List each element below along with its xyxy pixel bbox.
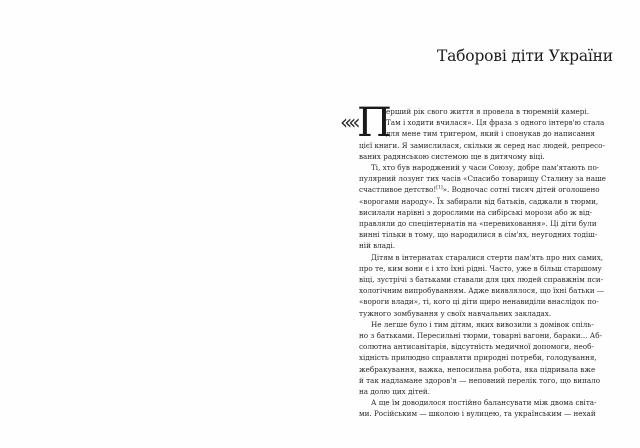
text-line: Ті, хто був народжений у часи Союзу, добре пам'ятають по- (371, 163, 600, 173)
text-line: ерший рік свого життя я провела в тюремній камері. (386, 107, 589, 116)
paragraph-2 (359, 162, 606, 252)
text-line: тужного зомбування у своїх навчальних закладах. (359, 308, 552, 318)
text-line: Не легше було і тим дітям, яких вивозили з домівок спіль- (371, 319, 594, 329)
text-line: для мене тим тригером, який і спонукав до написання (386, 129, 595, 139)
text-segment: счастливое детство! (359, 185, 437, 195)
chapter-body (357, 100, 606, 420)
text-line-with-footnote (359, 184, 600, 195)
text-line: хологічним випробуванням. Адже виявлялося, що їхні батьки — (359, 286, 605, 296)
text-line: «ворогами народу». Їх забирали від батьків, саджали в тюрми, (359, 196, 599, 206)
text-line: винні тільки в тому, що народилися в сім'ях, неугодних тодіш- (359, 230, 598, 240)
text-line: «вороги влади», ті, кого ці діти щиро ненавиділи внаслідок по- (359, 297, 599, 307)
paragraph-3 (359, 252, 605, 319)
drop-cap: П (357, 100, 392, 146)
text-line: жебракування, важка, непосильна робота, яка підривала вже (359, 364, 596, 374)
text-line: висилали нарівні з дорослими на сибірські морози або ж від- (359, 207, 593, 217)
paragraph-4 (359, 319, 602, 397)
text-line: правляли до спецінтернатів на «перевиховання». Ці діти були (359, 219, 597, 229)
text-line: пулярний лозунг тих часів «Спасибо товарищу Сталину за наше (359, 174, 606, 184)
text-line: Там і ходити вчилася». Ця фраза з одного інтерв'ю стала (386, 118, 605, 128)
text-line: солютна антисанітарія, відсутність медичної допомоги, необ- (359, 342, 594, 352)
text-line: й так надламане здоров'я — неповний перелік того, що випало (359, 375, 601, 385)
text-line: Дітям в інтернатах старалися стерти пам'ять про них самих, (371, 252, 604, 262)
quote-marker-icon: «« (340, 110, 357, 134)
text-line: ми. Російським — школою і вулицею, та українським — нехай (359, 409, 596, 419)
text-segment: ». Водночас сотні тисяч дітей оголошено (442, 185, 600, 195)
text-line: хідність прилюдно справляти природні потреби, голодування, (359, 353, 597, 363)
paragraph-1 (357, 100, 605, 162)
text-line: А ще їм доводилося постійно балансувати між двома світа- (371, 398, 597, 408)
text-line: ній владі. (359, 241, 396, 251)
text-line: віці, зустрічі з батьками ставали для цих людей справжнім пси- (359, 275, 604, 285)
text-line: на долю цих дітей. (359, 387, 431, 397)
text-line: цієї книги. Я замислилася, скільки ж серед нас людей, репресо- (359, 140, 605, 150)
footnote-reference[interactable]: [1] (436, 186, 443, 192)
text-line: про те, ким вони є і хто їхні рідні. Часто, уже в більш старшому (359, 263, 602, 273)
text-line: ваних радянською системою ще в дитячому віці. (359, 151, 545, 161)
chapter-title: Таборові діти України (437, 47, 613, 65)
text-line: но з батьками. Пересильні тюрми, товарні вагони, бараки... Аб- (359, 331, 602, 341)
paragraph-5 (359, 397, 597, 419)
